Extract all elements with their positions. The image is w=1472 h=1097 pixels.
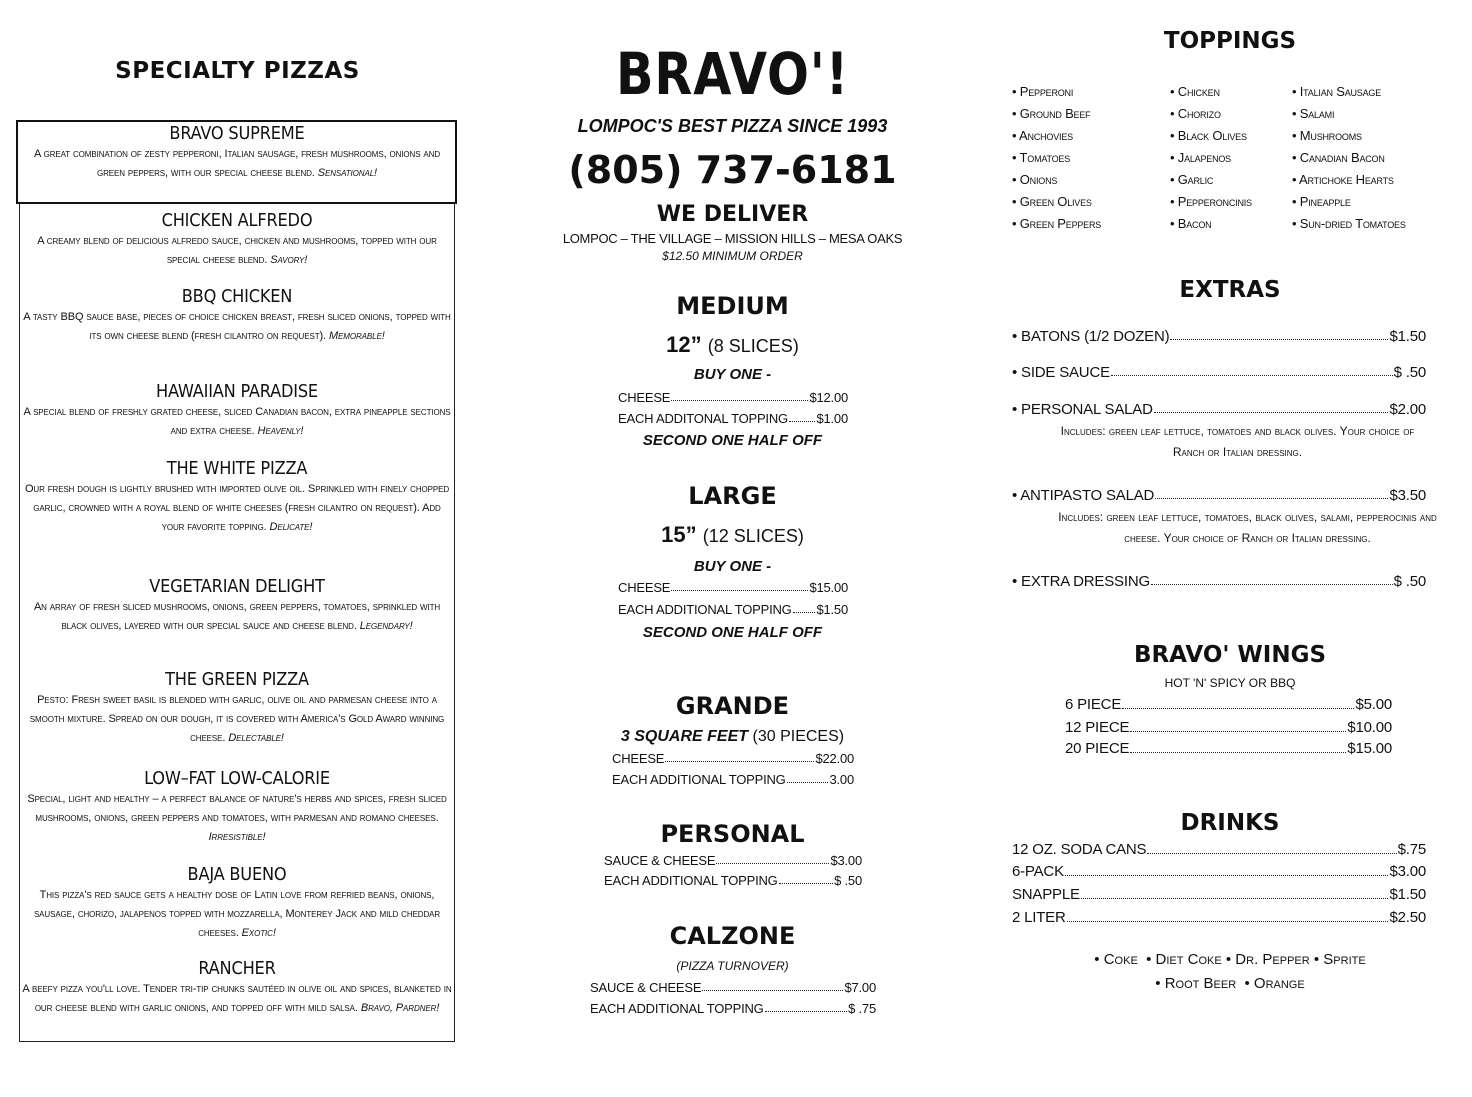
topping-item: • Italian Sausage [1292,84,1382,99]
large-buy: BUY ONE - [693,558,772,575]
pizza-name: BRAVO SUPREME [169,123,305,144]
medium-buy: BUY ONE - [693,366,772,383]
pizza-tag: Bravo, Pardner! [360,1002,440,1014]
pizza-item [22,286,452,346]
topping-item: • Chorizo [1170,106,1221,121]
pizza-tag: Memorable! [328,330,385,342]
topping-item: • Jalapenos [1170,150,1231,165]
topping-item: • Sun-dried Tomatoes [1292,216,1406,231]
wings-sub: HOT 'N' SPICY OR BBQ [1164,676,1296,690]
pizza-desc: A creamy blend of delicious alfredo sauce, chicken and mushrooms, topped with our special cheese blend. [37,235,437,266]
drink-line: 6-PACK $3.00 [1012,863,1426,880]
pizza-item [22,768,452,847]
extra-line: • BATONS (1/2 DOZEN) $1.50 [1012,328,1426,345]
topping-item: • Green Peppers [1012,216,1102,231]
brand-logo: BRAVO'! [615,40,850,108]
calzone-sub: (PIZZA TURNOVER) [676,959,789,973]
topping-item: • Garlic [1170,172,1214,187]
pizza-desc: An array of fresh sliced mushrooms, onions, green peppers, tomatoes, sprinkled with black olives, layered with our special sauce and cheese blend. [33,601,441,632]
topping-item: • Canadian Bacon [1292,150,1385,165]
pizza-tag: Delectable! [228,732,284,744]
pizza-tag: Sensational! [317,167,378,179]
pizza-item [22,123,452,183]
pizza-name: LOW–FAT LOW-CALORIE [144,768,330,789]
pizza-item [22,864,452,943]
grande-size: 3 SQUARE FEET (30 PIECES) [620,728,845,745]
medium-price-line: CHEESE $12.00 [618,390,848,405]
large-deal: SECOND ONE HALF OFF [642,624,823,641]
large-price-line: CHEESE $15.00 [618,580,848,595]
pizza-tag: Heavenly! [257,425,304,437]
extra-note: Includes: green leaf lettuce, tomatoes, black olives, salami, pepperocinis and cheese. Your choice of Ranch or Italian dressing. [1058,510,1437,545]
pizza-desc: This pizza's red sauce gets a healthy dose of Latin love from refried beans, onions, sausage, chorizo, jalapenos topped with mozzarella, Monterey Jack and mild cheddar cheeses. [33,889,441,939]
extra-line: • EXTRA DRESSING $ .50 [1012,573,1426,590]
wings-line: 6 PIECE $5.00 [1065,696,1392,713]
topping-item: • Black Olives [1170,128,1247,143]
delivery-heading: WE DELIVER [656,202,809,227]
extra-line: • SIDE SAUCE $ .50 [1012,364,1426,381]
medium-price-line: EACH ADDITONAL TOPPING $1.00 [618,411,848,426]
soda-list-2: • Root Beer • Orange [1155,975,1305,992]
pizza-desc: A tasty BBQ sauce base, pieces of choice chicken breast, fresh sliced onions, topped with its own cheese blend (fresh cilantro on request). [23,311,451,342]
medium-size [560,332,905,358]
personal-title: PERSONAL [660,820,805,848]
topping-item: • Tomatoes [1012,150,1071,165]
drink-line: 12 OZ. SODA CANS $.75 [1012,841,1426,858]
topping-item: • Onions [1012,172,1058,187]
pizza-name: BBQ CHICKEN [181,286,293,307]
topping-item: • Chicken [1170,84,1220,99]
pizza-desc: Pesto: Fresh sweet basil is blended with garlic, olive oil and parmesan cheese into a smooth mixture. Spread on our dough, it is covered with America's Gold Award winning cheese. [29,694,445,744]
tagline: LOMPOC'S BEST PIZZA SINCE 1993 [577,116,888,136]
large-slices: (12 SLICES) [702,526,804,546]
drinks-title: DRINKS [1180,810,1280,836]
pizza-name: CHICKEN ALFREDO [161,210,313,231]
extra-line: • ANTIPASTO SALAD $3.50 [1012,487,1426,504]
pizza-tag: Exotic! [241,927,276,939]
wings-line: 12 PIECE $10.00 [1065,719,1392,736]
pizza-tag: Delicate! [269,521,313,533]
calzone-title: CALZONE [669,922,796,950]
specialty-pizzas-title: SPECIALTY PIZZAS [115,58,360,84]
pizza-item [22,458,452,537]
pizza-name: THE WHITE PIZZA [166,458,308,479]
pizza-desc: A beefy pizza you'll love. Tender tri-tip chunks sautéed in olive oil and spices, blanketed in our cheese blend with garlic onions, and topped off with mild salsa. [22,983,452,1014]
large-price-line: EACH ADDITIONAL TOPPING $1.50 [618,602,848,617]
toppings-title: TOPPINGS [1163,28,1297,54]
topping-item: • Pineapple [1292,194,1351,209]
topping-item: • Mushrooms [1292,128,1362,143]
pizza-item [22,669,452,748]
calzone-price-line: SAUCE & CHEESE $7.00 [590,980,876,995]
toppings-col-3 [1292,84,1406,238]
large-size-inches: 15” [661,522,697,547]
personal-price-line: EACH ADDITIONAL TOPPING $ .50 [604,873,862,888]
wings-title: BRAVO' WINGS [1133,642,1327,668]
pizza-item [22,210,452,270]
extras-title: EXTRAS [1179,277,1281,303]
toppings-col-2 [1170,84,1252,238]
medium-deal: SECOND ONE HALF OFF [642,432,823,449]
toppings-col-1 [1012,84,1101,238]
topping-item: • Pepperoncinis [1170,194,1252,209]
topping-item: • Bacon [1170,216,1212,231]
pizza-name: THE GREEN PIZZA [165,669,309,690]
pizza-desc: A special blend of freshly grated cheese, sliced Canadian bacon, extra pineapple sections and extra cheese. [23,406,451,437]
medium-slices: (8 SLICES) [707,336,799,356]
pizza-name: HAWAIIAN PARADISE [156,381,318,402]
pizza-desc: A great combination of zesty pepperoni, Italian sausage, fresh mushrooms, onions and green peppers, with our special cheese blend. [34,148,440,179]
pizza-item [22,958,452,1018]
grande-price-line: CHEESE $22.00 [612,751,854,766]
grande-price-line: EACH ADDITIONAL TOPPING 3.00 [612,772,854,787]
pizza-name: BAJA BUENO [187,864,287,885]
extra-note: Includes: green leaf lettuce, tomatoes and black olives. Your choice of Ranch or Italian dressing. [1060,424,1415,459]
delivery-areas: LOMPOC – THE VILLAGE – MISSION HILLS – MESA OAKS [562,231,903,246]
pizza-tag: Legendary! [359,620,413,632]
grande-title: GRANDE [675,692,790,720]
topping-item: • Green Olives [1012,194,1092,209]
topping-item: • Salami [1292,106,1335,121]
pizza-tag: Savory! [270,254,308,266]
drink-line: SNAPPLE $1.50 [1012,886,1426,903]
personal-price-line: SAUCE & CHEESE $3.00 [604,853,862,868]
topping-item: • Ground Beef [1012,106,1091,121]
pizza-item [22,576,452,636]
extra-line: • PERSONAL SALAD $2.00 [1012,401,1426,418]
topping-item: • Artichoke Hearts [1292,172,1394,187]
pizza-name: RANCHER [198,958,276,979]
pizza-item [22,381,452,441]
drink-line: 2 LITER $2.50 [1012,909,1426,926]
pizza-name: VEGETARIAN DELIGHT [149,576,325,597]
topping-item: • Pepperoni [1012,84,1074,99]
large-size [560,522,905,548]
minimum-order: $12.50 MINIMUM ORDER [662,249,803,263]
pizza-desc: Our fresh dough is lightly brushed with imported olive oil. Sprinkled with finely chopped garlic, crowned with a royal blend of white cheeses (fresh cilantro on request). Add your favorite topping. [24,483,450,533]
topping-item: • Anchovies [1012,128,1073,143]
medium-size-inches: 12” [666,332,702,357]
phone-number[interactable]: (805) 737-6181 [568,148,897,192]
pizza-desc: Special, light and healthy – a perfect balance of nature's herbs and spices, fresh sliced mushrooms, onions, green peppers and tomatoes, with parmesan and romano cheeses. [27,793,447,824]
pizza-tag: Irresistible! [208,831,266,843]
large-title: LARGE [688,482,777,510]
wings-line: 20 PIECE $15.00 [1065,740,1392,757]
soda-list-1: • Coke • Diet Coke • Dr. Pepper • Sprite [1094,951,1366,968]
calzone-price-line: EACH ADDITIONAL TOPPING $ .75 [590,1001,876,1016]
medium-title: MEDIUM [676,292,789,320]
